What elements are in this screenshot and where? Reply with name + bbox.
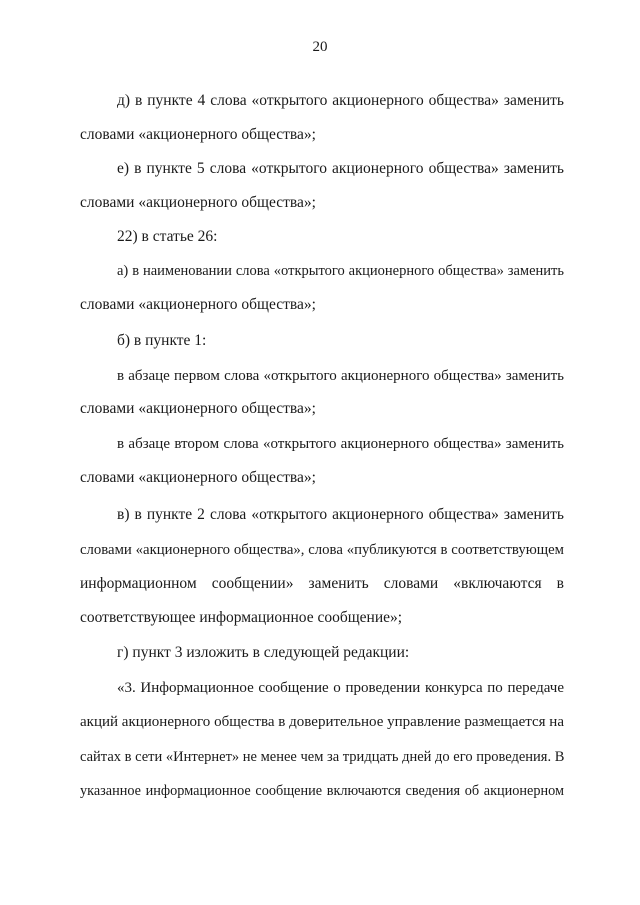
text-line: д) в пункте 4 слова «открытого акционерного общества» заменить <box>117 92 564 109</box>
text-line: соответствующее информационное сообщение»; <box>80 609 403 626</box>
text-line: акций акционерного общества в доверительное управление размещается на <box>80 714 564 730</box>
text-line: информационном сообщении» заменить словами «включаются в <box>80 575 564 592</box>
text-line: сайтах в сети «Интернет» не менее чем за тридцать дней до его проведения. В <box>80 749 565 765</box>
page-number: 20 <box>312 39 328 55</box>
text-line: словами «акционерного общества», слова «публикуются в соответствующем <box>80 542 564 558</box>
text-line: словами «акционерного общества»; <box>80 400 316 417</box>
text-line: словами «акционерного общества»; <box>80 296 316 313</box>
text-line: словами «акционерного общества»; <box>80 194 316 211</box>
text-line: 22) в статье 26: <box>117 228 218 245</box>
text-line: б) в пункте 1: <box>117 332 207 349</box>
text-line: в абзаце втором слова «открытого акционерного общества» заменить <box>117 436 564 452</box>
text-line: «3. Информационное сообщение о проведении конкурса по передаче <box>117 680 564 696</box>
text-line: словами «акционерного общества»; <box>80 126 316 143</box>
text-line: е) в пункте 5 слова «открытого акционерного общества» заменить <box>117 160 564 177</box>
text-line: указанное информационное сообщение включаются сведения об акционерном <box>80 783 564 799</box>
text-line: а) в наименовании слова «открытого акционерного общества» заменить <box>117 263 564 279</box>
text-line: г) пункт 3 изложить в следующей редакции: <box>117 644 410 661</box>
text-line: словами «акционерного общества»; <box>80 469 316 486</box>
text-line: в) в пункте 2 слова «открытого акционерного общества» заменить <box>117 506 564 523</box>
text-line: в абзаце первом слова «открытого акционерного общества» заменить <box>117 368 564 384</box>
